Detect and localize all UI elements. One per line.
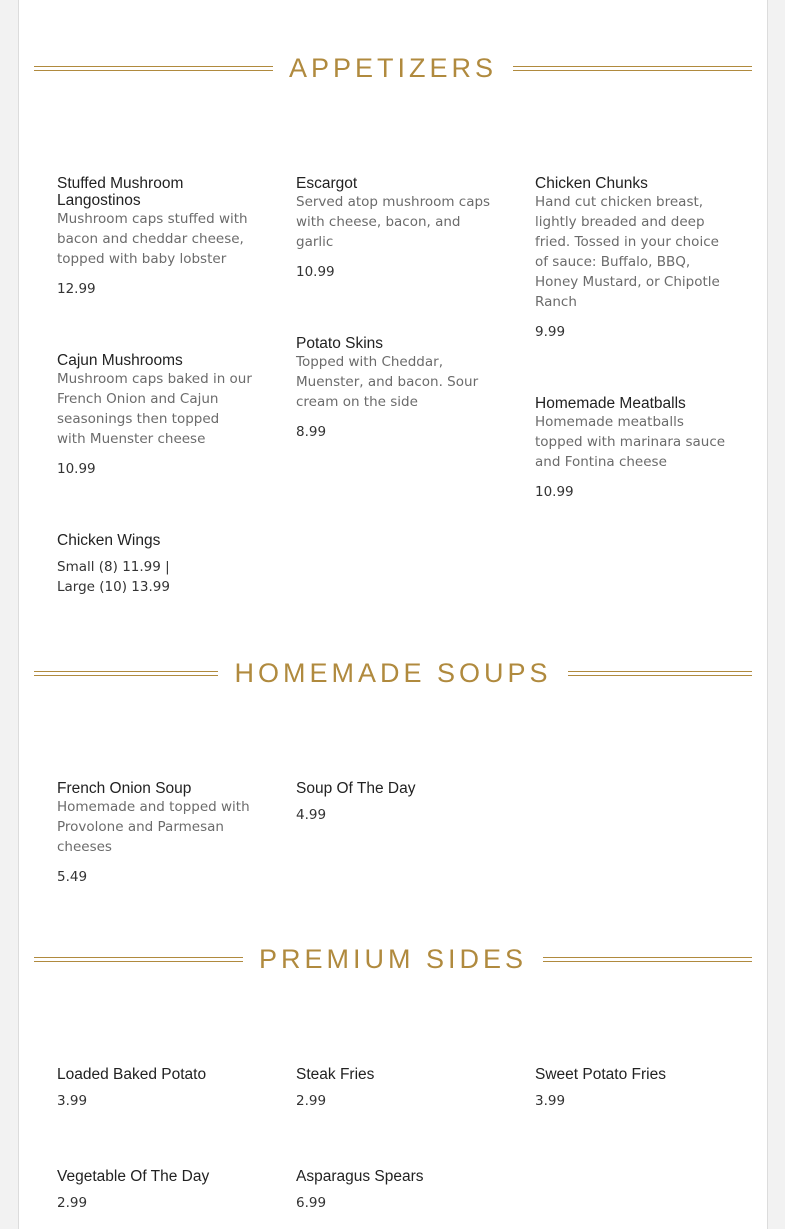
item-price: 10.99 [57,461,96,477]
item-price: 8.99 [296,424,327,440]
divider-rule-right [513,66,752,71]
item-name: Stuffed Mushroom Langostinos [57,175,184,209]
menu-item-potato-skins [296,335,491,442]
menu-item-chicken-wings [57,532,187,597]
menu-item-vegetable-of-the-day [57,1168,252,1213]
section-title: APPETIZERS [288,52,498,83]
menu-item-asparagus-spears [296,1168,491,1213]
menu-item-loaded-baked-potato [57,1066,252,1111]
item-name: Potato Skins [296,335,384,352]
item-description: Mushroom caps stuffed with bacon and cheddar cheese, topped with baby lobster [57,211,248,267]
menu-item-stuffed-mushroom-langostinos [57,175,252,299]
item-price: 4.99 [296,807,327,823]
menu-item-steak-fries [296,1066,491,1111]
item-description: Served atop mushroom caps with cheese, bacon, and garlic [296,194,491,250]
item-price: 10.99 [535,484,574,500]
item-price: 10.99 [296,264,335,280]
item-name: Vegetable Of The Day [57,1168,210,1185]
item-description: Hand cut chicken breast, lightly breaded and deep fried. Tossed in your choice of sauce: Buffalo, BBQ, Honey Mustard, or Chipotle Ranch [535,194,720,310]
menu-item-french-onion-soup [57,780,252,887]
item-name: Sweet Potato Fries [535,1066,666,1083]
item-price: 3.99 [57,1093,88,1109]
section-title: PREMIUM SIDES [258,943,528,974]
item-name: French Onion Soup [57,780,192,797]
menu-item-homemade-meatballs [535,395,730,502]
divider-rule-right [543,957,752,962]
item-description: Homemade meatballs topped with marinara sauce and Fontina cheese [535,414,726,470]
item-name: Asparagus Spears [296,1168,424,1185]
item-price: Small (8) 11.99 | Large (10) 13.99 [57,559,170,595]
item-description: Mushroom caps baked in our French Onion and Cajun seasonings then topped with Muenster cheese [57,371,252,447]
item-name: Chicken Chunks [535,175,648,192]
item-price: 9.99 [535,324,566,340]
menu-item-chicken-chunks [535,175,730,342]
item-name: Chicken Wings [57,532,161,549]
section-title: HOMEMADE SOUPS [234,657,552,688]
item-name: Cajun Mushrooms [57,352,183,369]
item-name: Steak Fries [296,1066,375,1083]
divider-rule-left [34,957,243,962]
divider-rule-right [568,671,752,676]
item-price: 2.99 [57,1195,88,1211]
menu-item-cajun-mushrooms [57,352,252,479]
item-name: Soup Of The Day [296,780,416,797]
item-price: 12.99 [57,281,96,297]
menu-item-escargot [296,175,491,282]
item-description: Homemade and topped with Provolone and Parmesan cheeses [57,799,250,855]
item-price: 3.99 [535,1093,566,1109]
section-header-premium-sides [34,939,752,979]
menu-item-soup-of-the-day [296,780,491,825]
divider-rule-left [34,66,273,71]
item-price: 2.99 [296,1093,327,1109]
item-name: Escargot [296,175,358,192]
item-name: Loaded Baked Potato [57,1066,207,1083]
item-description: Topped with Cheddar, Muenster, and bacon. Sour cream on the side [296,354,479,410]
item-price: 5.49 [57,869,88,885]
section-header-appetizers [34,48,752,88]
section-header-homemade-soups [34,653,752,693]
item-price: 6.99 [296,1195,327,1211]
divider-rule-left [34,671,218,676]
item-name: Homemade Meatballs [535,395,686,412]
menu-item-sweet-potato-fries [535,1066,730,1111]
